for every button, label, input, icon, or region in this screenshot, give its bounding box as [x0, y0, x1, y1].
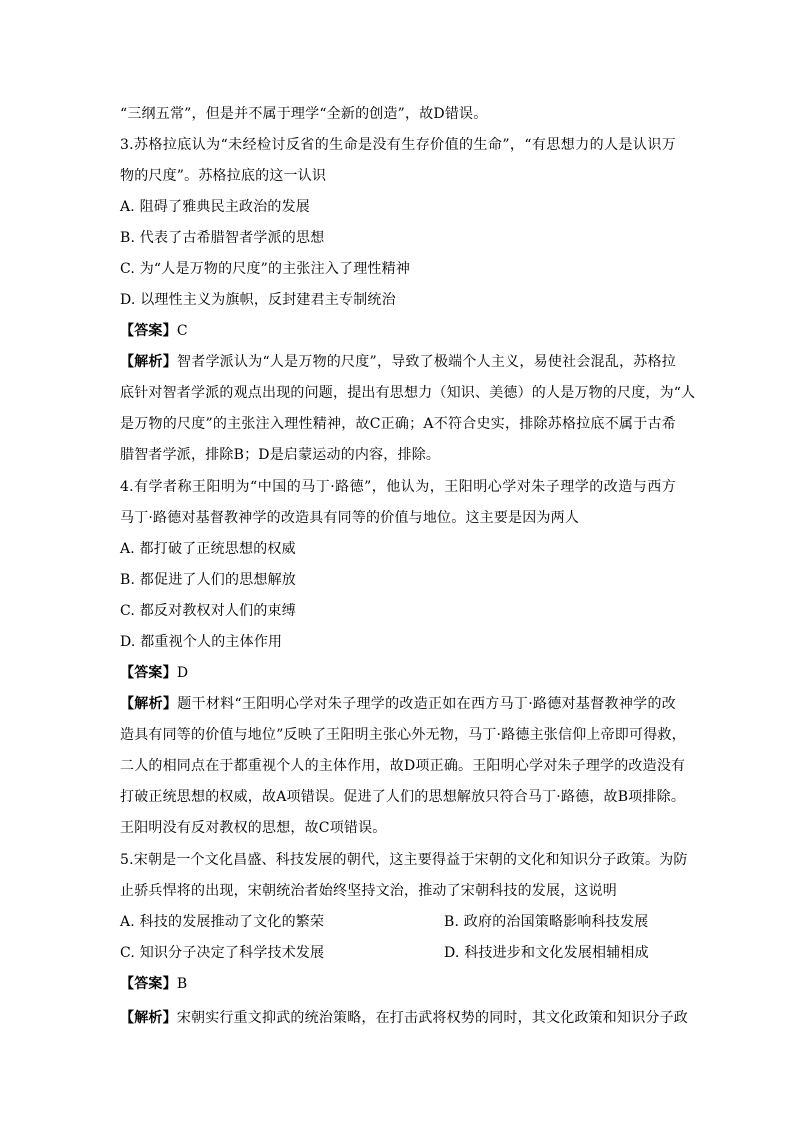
q3-option-b: B. 代表了古希腊智者学派的思想: [120, 230, 325, 246]
analysis-tag: 【解析】: [120, 1010, 177, 1026]
analysis-text: 智者学派认为“人是万物的尺度”，导致了极端个人主义，易使社会混乱，苏格拉: [176, 354, 676, 370]
analysis-tag: 【解析】: [120, 696, 178, 712]
q4-option-a: A. 都打破了正统思想的权威: [120, 541, 296, 557]
q4-analysis-line-1: [120, 694, 676, 714]
q3-analysis-line-1: [120, 352, 676, 372]
q4-stem-line-2: 马丁·路德对基督教神学的改造具有同等的价值与地位。这主要是因为两人: [120, 510, 580, 526]
q3-answer: [120, 321, 188, 341]
q4-analysis-line-2: 造具有同等的价值与地位”反映了王阳明主张心外无物，马丁·路德主张信仰上帝即可得救，: [120, 727, 686, 743]
q3-option-d: D. 以理性主义为旗帜，反封建君主专制统治: [120, 292, 396, 308]
answer-tag: 【答案】: [120, 665, 177, 681]
q4-option-d: D. 都重视个人的主体作用: [120, 634, 283, 650]
q4-answer: [120, 663, 188, 683]
answer-value: B: [176, 976, 188, 992]
analysis-tag: 【解析】: [120, 354, 177, 370]
q3-option-c: C. 为“人是万物的尺度”的主张注入了理性精神: [120, 261, 411, 277]
q5-option-c: C. 知识分子决定了科学技术发展: [120, 945, 325, 961]
q5-option-d: D. 科技进步和文化发展相辅相成: [444, 945, 649, 961]
answer-value: D: [176, 665, 189, 681]
q5-answer: [120, 974, 187, 994]
q4-stem-line-1: 4.有学者称王阳明为“中国的马丁·路德”，他认为，王阳明心学对朱子理学的改造与西方: [120, 479, 676, 495]
q4-option-c: C. 都反对教权对人们的束缚: [120, 603, 296, 619]
q3-stem-line-1: 3.苏格拉底认为“未经检讨反省的生命是没有生存价值的生命”，“有思想力的人是认识万: [120, 137, 676, 153]
answer-tag: 【答案】: [120, 976, 177, 992]
q3-analysis-line-3: 是万物的尺度”的主张注入理性精神，故C正确；A不符合史实，排除苏格拉底不属于古希: [120, 416, 676, 432]
prev-analysis-end: “三纲五常”，但是并不属于理学“全新的创造”，故D错误。: [120, 106, 488, 122]
q3-option-a: A. 阻碍了雅典民主政治的发展: [120, 199, 311, 215]
q3-stem-line-2: 物的尺度”。苏格拉底的这一认识: [120, 168, 327, 184]
q5-option-b: B. 政府的治国策略影响科技发展: [444, 914, 649, 930]
q4-option-b: B. 都促进了人们的思想解放: [120, 572, 296, 588]
analysis-text: 题干材料“王阳明心学对朱子理学的改造正如在西方马丁·路德对基督教神学的改: [177, 696, 676, 712]
q4-analysis-line-5: 王阳明没有反对教权的思想，故C项错误。: [120, 820, 387, 836]
analysis-text: 宋朝实行重文抑武的统治策略，在打击武将权势的同时，其文化政策和知识分子政: [176, 1010, 689, 1026]
q4-analysis-line-4: 打破正统思想的权威，故A项错误。促进了人们的思想解放只符合马丁·路德，故B项排除。: [120, 789, 686, 805]
q5-stem-line-2: 止骄兵悍将的出现，宋朝统治者始终坚持文治，推动了宋朝科技的发展，这说明: [120, 883, 617, 899]
q5-option-a: A. 科技的发展推动了文化的繁荣: [120, 914, 325, 930]
answer-value: C: [176, 323, 188, 339]
q4-analysis-line-3: 二人的相同点在于都重视个人的主体作用，故D项正确。王阳明心学对朱子理学的改造没有: [120, 758, 686, 774]
q3-analysis-line-4: 腊智者学派，排除B；D是启蒙运动的内容，排除。: [120, 447, 441, 463]
q5-stem-line-1: 5.宋朝是一个文化昌盛、科技发展的朝代，这主要得益于宋朝的文化和知识分子政策。为防: [120, 852, 688, 868]
answer-tag: 【答案】: [120, 323, 177, 339]
q5-analysis-line-1: [120, 1008, 689, 1028]
q3-analysis-line-2: 底针对智者学派的观点出现的问题，提出有思想力（知识、美德）的人是万物的尺度，为“人: [120, 385, 696, 401]
